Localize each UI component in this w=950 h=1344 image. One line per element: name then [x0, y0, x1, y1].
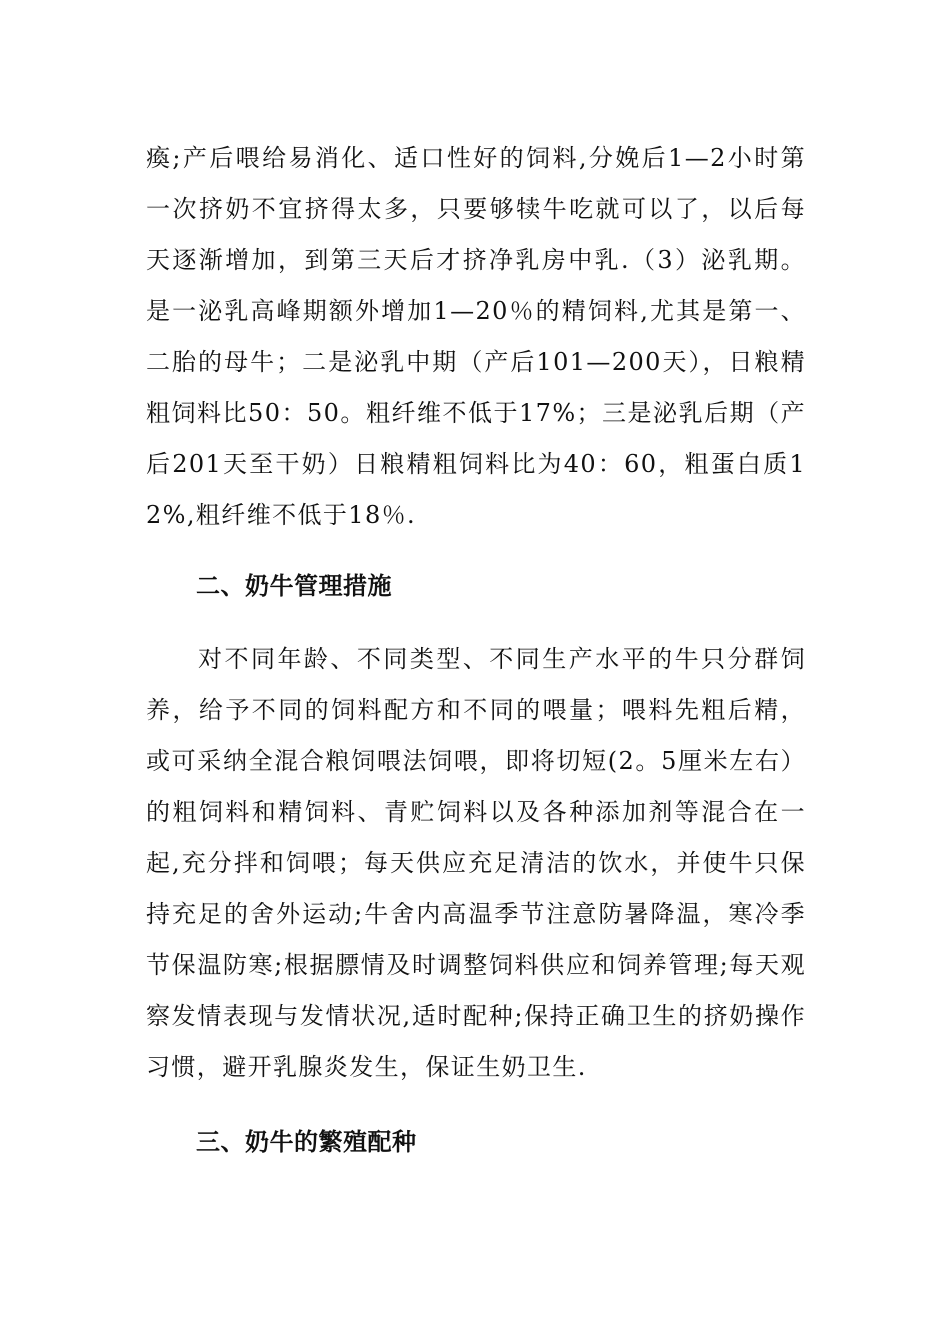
section-heading-breeding: 三、奶牛的繁殖配种 — [196, 1128, 417, 1156]
body-paragraph-lactation-feeding: 瘓;产后喂给易消化、适口性好的饲料,分娩后1—2小时第一次挤奶不宜挤得太多，只要够犊牛吃就可以了，以后每天逐渐增加，到第三天后才挤净乳房中乳.（3）泌乳期。是一泌乳高峰期额外增加1—20％的精饲料,尤其是第一、二胎的母牛；二是泌乳中期（产后101—200天），日粮精粗饲料比50：50。粗纤维不低于17%；三是泌乳后期（产后201天至干奶）日粮精粗饲料比为40：60，粗蛋白质12%,粗纤维不低于18％. — [146, 144, 806, 529]
body-paragraph-management-measures: 对不同年龄、不同类型、不同生产水平的牛只分群饲养，给予不同的饲料配方和不同的喂量；喂料先粗后精，或可采纳全混合粮饲喂法饲喂，即将切短(2。5厘米左右）的粗饲料和精饲料、青贮饲料以及各种添加剂等混合在一起,充分拌和饲喂；每天供应充足清洁的饮水，并使牛只保持充足的舍外运动;牛舍内高温季节注意防暑降温，寒冷季节保温防寒;根据膘情及时调整饲料供应和饲养管理;每天观察发情表现与发情状况,适时配种;保持正确卫生的挤奶操作习惯，避开乳腺炎发生，保证生奶卫生. — [146, 645, 806, 1081]
section-heading-management: 二、奶牛管理措施 — [196, 572, 392, 600]
